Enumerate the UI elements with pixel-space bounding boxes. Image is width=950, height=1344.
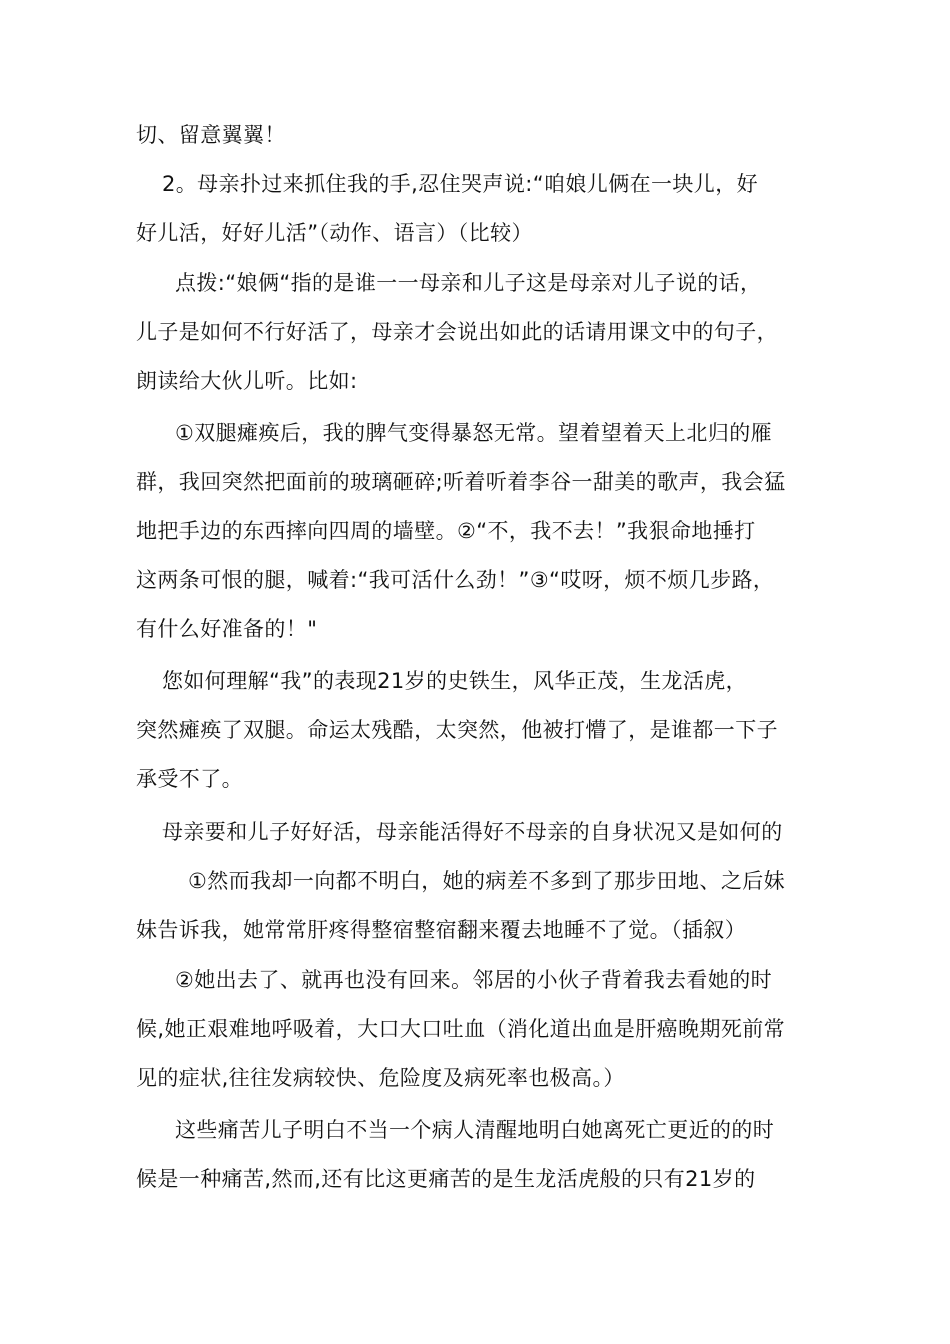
text-line: ②她出去了、就再也没有回来。邻居的小伙子背着我去看她的时	[175, 968, 773, 992]
text-line: 突然瘫痪了双腿。命运太残酷，太突然，他被打懵了，是谁都一下子	[136, 718, 778, 742]
text-line: 候是一种痛苦,然而,还有比这更痛苦的是生龙活虎般的只有21岁的	[136, 1167, 756, 1191]
text-line: 儿子是如何不行好活了，母亲才会说出如此的话请用课文中的句子，	[136, 320, 778, 344]
text-line: 群，我回突然把面前的玻璃砸碎;听着听着李谷一甜美的歌声，我会猛	[136, 470, 786, 494]
text-line: 2。母亲扑过来抓住我的手,忍住哭声说:“咱娘儿俩在一块儿，好	[162, 172, 758, 196]
text-line: ①双腿瘫痪后，我的脾气变得暴怒无常。望着望着天上北归的雁	[175, 421, 773, 445]
text-line: 这两条可恨的腿，喊着:“我可活什么劲！”③“哎呀，烦不烦几步路，	[136, 568, 775, 592]
text-line: ①然而我却一向都不明白，她的病差不多到了那步田地、之后妹	[188, 869, 786, 893]
text-line: 您如何理解“我”的表现21岁的史铁生，风华正茂，生龙活虎，	[162, 669, 748, 693]
text-line: 承受不了。	[136, 767, 243, 791]
text-line: 点拨:“娘俩“指的是谁一一母亲和儿子这是母亲对儿子说的话，	[175, 271, 762, 295]
text-line: 妹告诉我，她常常肝疼得整宿整宿翻来覆去地睡不了觉。（插叙）	[136, 918, 747, 942]
text-line: 切、留意翼翼！	[136, 123, 286, 147]
text-line: 地把手边的东西摔向四周的墙壁。②“不，我不去！”我狠命地捶打	[136, 519, 756, 543]
text-line: 有什么好准备的！"	[136, 617, 318, 641]
text-line: 母亲要和儿子好好活，母亲能活得好不母亲的自身状况又是如何的	[162, 820, 783, 844]
text-line: 朗读给大伙儿听。比如:	[136, 369, 358, 393]
text-line: 好儿活，好好儿活”（动作、语言）（比较）	[136, 221, 533, 245]
text-line: 见的症状,往往发病较快、危险度及病死率也极高。）	[136, 1066, 625, 1090]
text-line: 候,她正艰难地呼吸着，大口大口吐血（消化道出血是肝癌晚期死前常	[136, 1017, 786, 1041]
text-line: 这些痛苦儿子明白不当一个病人清醒地明白她离死亡更近的的时	[175, 1118, 775, 1142]
